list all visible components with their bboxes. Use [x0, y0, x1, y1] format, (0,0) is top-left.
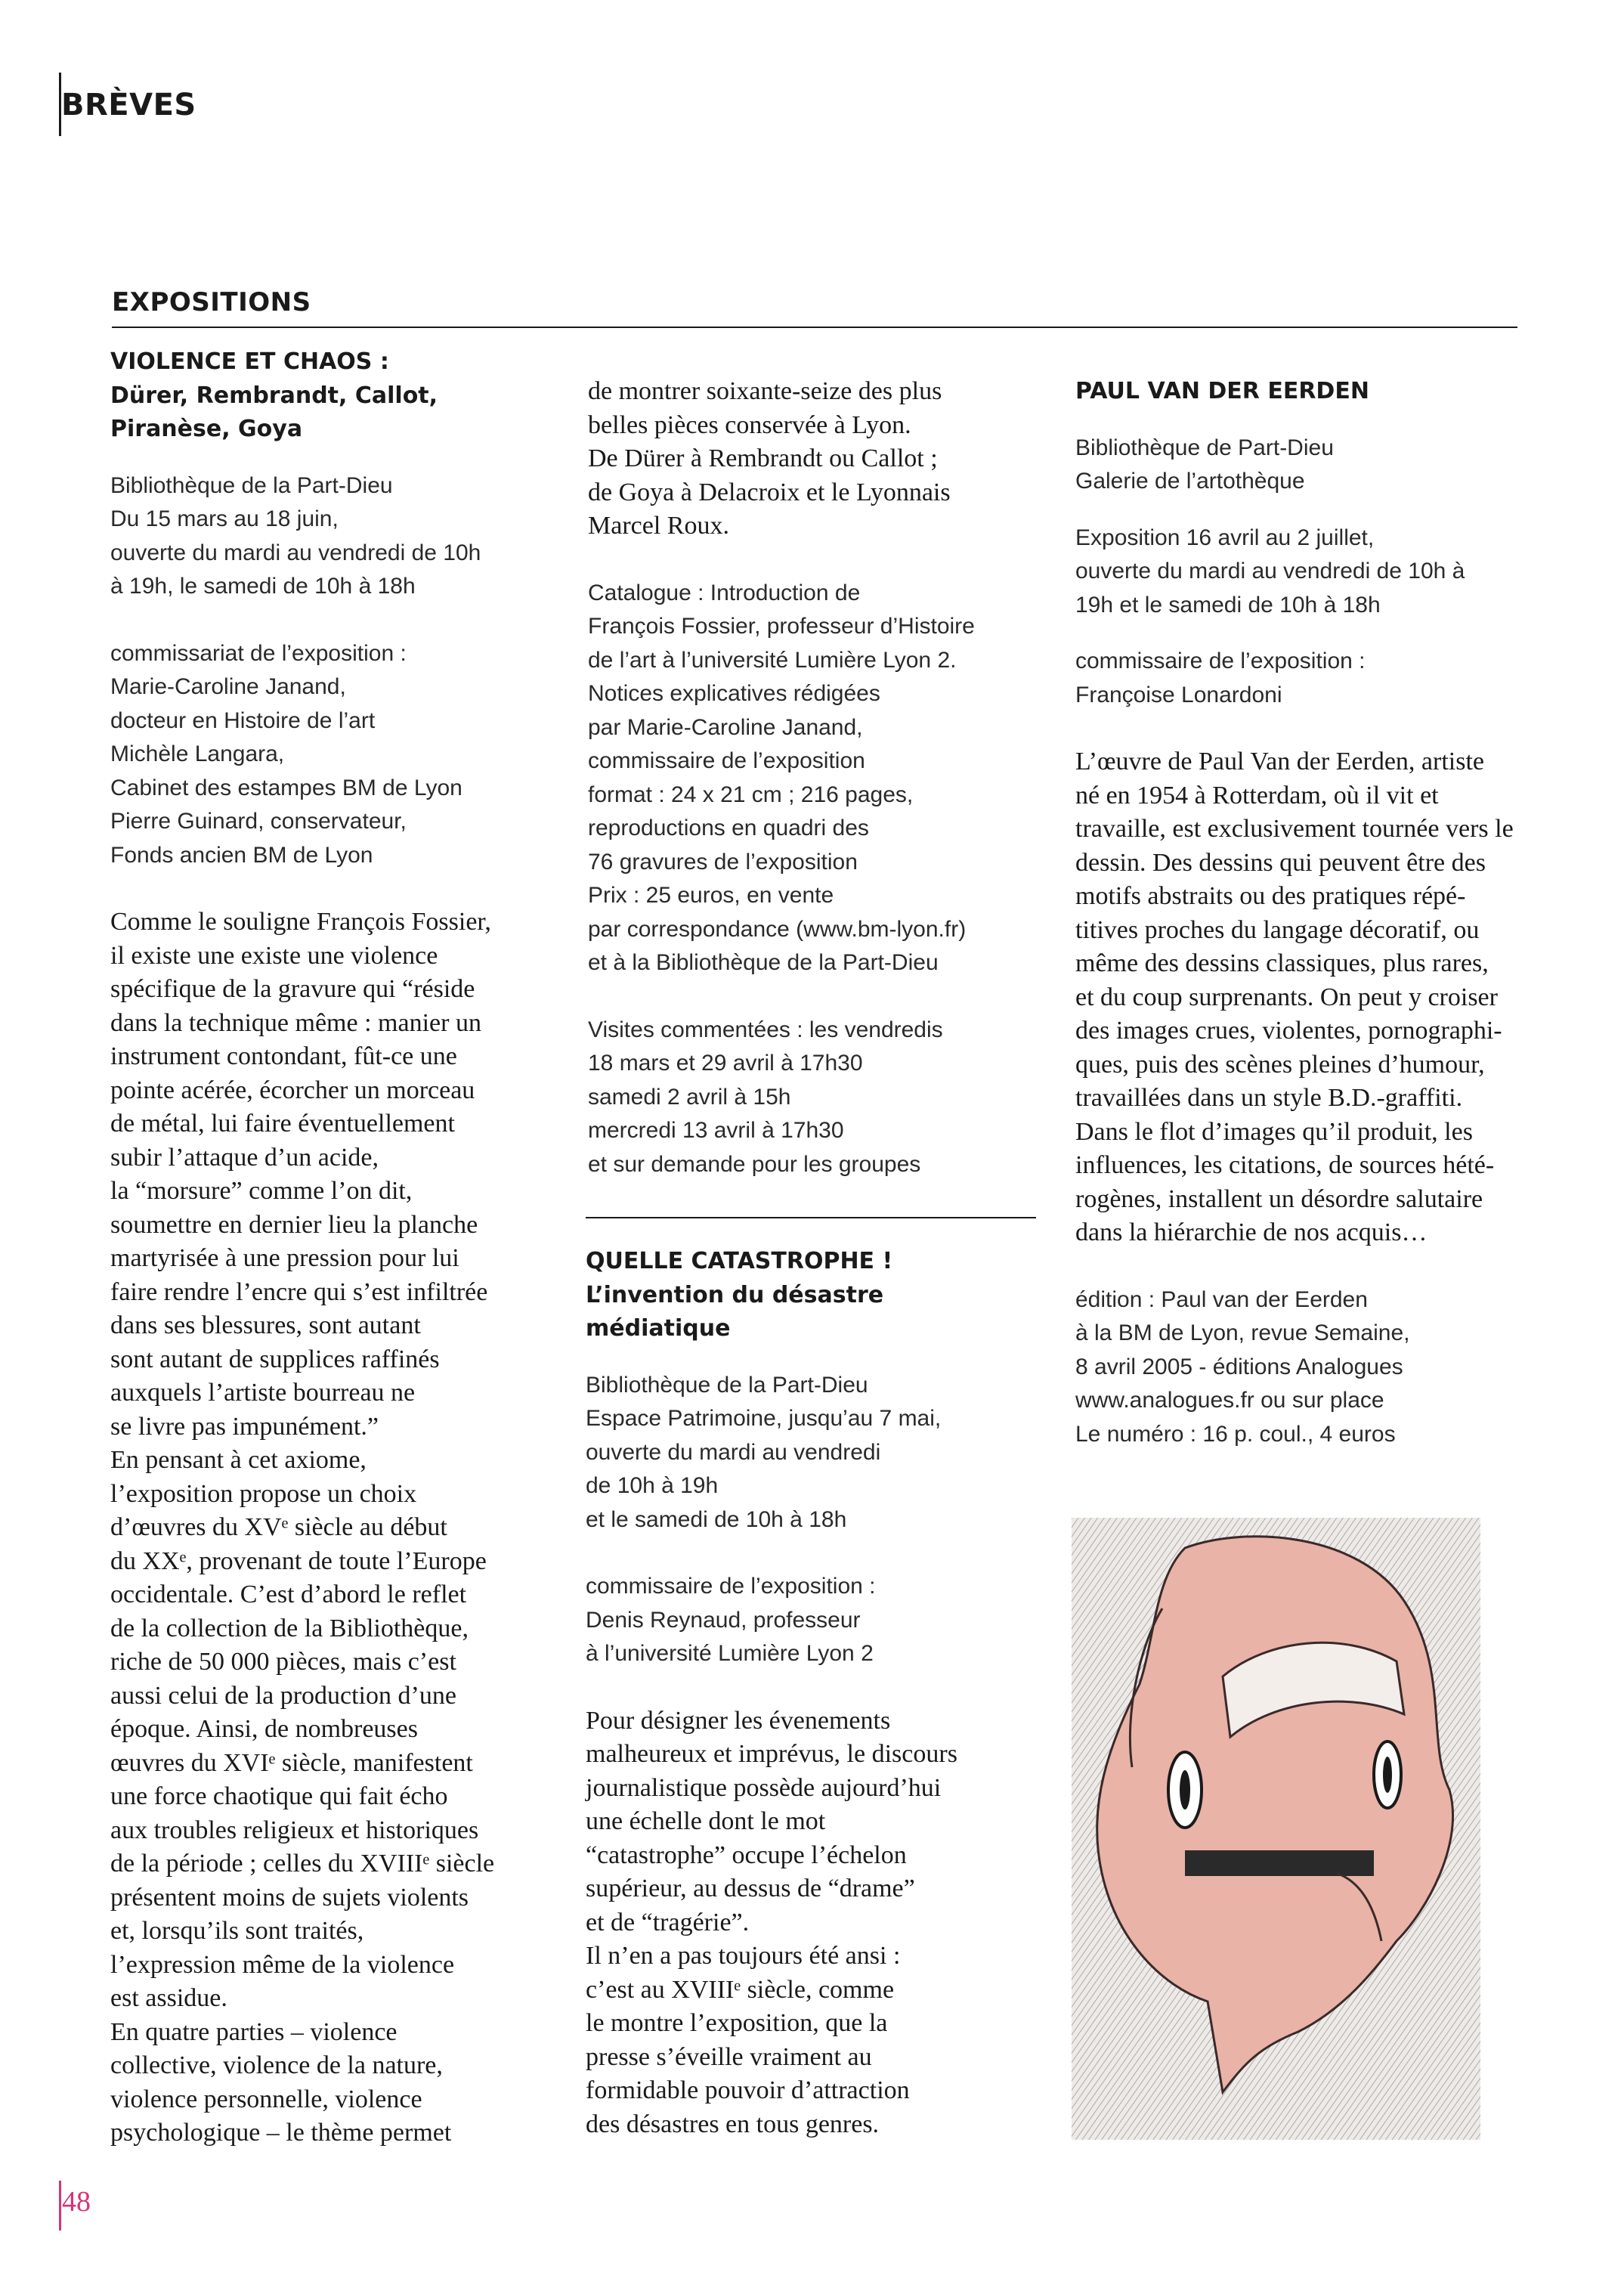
category-heading: EXPOSITIONS: [112, 287, 311, 317]
article3-curator: commissaire de l’exposition : Françoise Lonardoni: [1075, 649, 1366, 707]
article2-title: QUELLE CATASTROPHE ! L’invention du désastre médiatique: [586, 1248, 893, 1342]
article1-venue: Bibliothèque de la Part-Dieu Du 15 mars au 18 juin, ouverte du mardi au vendredi de 10h à 19h, le samedi de 10h à 18h: [110, 472, 481, 599]
article3-dates: Exposition 16 avril au 2 juillet, ouverte du mardi au vendredi de 10h à 19h et le samedi de 10h à 18h: [1075, 525, 1465, 618]
column-3: [1075, 375, 1544, 1451]
article1-body: Comme le souligne François Fossier, il existe une existe une violence spécifique de la gravure qui “réside dans la technique même : manier un instrument contondant, fût-ce une pointe acérée, écorcher un morceau de métal, lui faire éventuellement subir l’attaque d’un acide, la “morsure” comme l’on dit, soumettre en dernier lieu la planche martyrisée à une pression pour lui faire rendre l’encre qui s’est infiltrée dans ses blessures, sont autant sont autant de supplices raffinés auxquels l’artiste bourreau ne se livre pas impunément.” En pensant à cet axiome, l’exposition propose un choix d’œuvres du XVᵉ siècle au début du XXᵉ, provenant de toute l’Europe occidentale. C’est d’abord le reflet de la collection de la Bibliothèque, riche de 50 000 pièces, mais c’est aussi celui de la production d’une époque. Ainsi, de nombreuses œuvres du XVIᵉ siècle, manifestent une force chaotique qui fait écho aux troubles religieux et historiques de la période ; celles du XVIIIᵉ siècle présentent moins de sujets violents et, lorsqu’ils sont traités, l’expression même de la violence est assidue. En quatre parties – violence collective, violence de la nature, violence personnelle, violence psychologique – le thème permet: [110, 908, 495, 2147]
article2-curator: commissaire de l’exposition : Denis Reynaud, professeur à l’université Lumière Lyon 2: [586, 1574, 876, 1666]
article3-body: L’œuvre de Paul Van der Eerden, artiste né en 1954 à Rotterdam, où il vit et travaille, est exclusivement tournée vers le dessin. Des dessins qui peuvent être des motifs abstraits ou des pratiques répé- titives proches du langage décoratif, ou même des dessins classiques, plus rares, et du coup surprenants. On peut y croiser des images crues, violentes, pornographi- ques, puis des scènes pleines d’humour, travaillées dans un style B.D.-graffiti. Dans le flot d’images qu’il produit, les influences, les citations, de sources hété- rogènes, installent un désordre salutaire dans la hiérarchie de nos acquis…: [1075, 748, 1514, 1246]
article1-body-continued: de montrer soixante-seize des plus belles pièces conservée à Lyon. De Dürer à Rembrandt ou Callot ; de Goya à Delacroix et le Lyonnais Marcel Roux.: [588, 377, 951, 540]
column-1: [110, 345, 564, 2150]
column-2: [588, 375, 1056, 1181]
section-header: BRÈVES: [61, 88, 196, 122]
article2-venue: Bibliothèque de la Part-Dieu Espace Patrimoine, jusqu’au 7 mai, ouverte du mardi au vendredi de 10h à 19h et le samedi de 10h à 18h: [586, 1372, 942, 1532]
article3-edition: édition : Paul van der Eerden à la BM de Lyon, revue Semaine, 8 avril 2005 - éditions Analogues www.analogues.fr ou sur place Le numéro : 16 p. coul., 4 euros: [1075, 1286, 1410, 1447]
article3-title: PAUL VAN DER EERDEN: [1075, 378, 1369, 404]
article1-title: VIOLENCE ET CHAOS : Dürer, Rembrandt, Callot, Piranèse, Goya: [110, 348, 438, 442]
category-rule: [112, 327, 1517, 328]
folio-rule: [59, 2181, 61, 2231]
article-separator-rule: [586, 1217, 1036, 1218]
article3-venue: Bibliothèque de Part-Dieu Galerie de l’artothèque: [1075, 435, 1334, 494]
article1-visits: Visites commentées : les vendredis 18 mars et 29 avril à 17h30 samedi 2 avril à 15h mercredi 13 avril à 17h30 et sur demande pour les groupes: [588, 1017, 943, 1177]
article1-curators: commissariat de l’exposition : Marie-Caroline Janand, docteur en Histoire de l’art Michèle Langara, Cabinet des estampes BM de Lyon Pierre Guinard, conservateur, Fonds ancien BM de Lyon: [110, 640, 462, 868]
column-2-lower: [586, 1245, 1054, 2141]
article1-catalogue: Catalogue : Introduction de François Fossier, professeur d’Histoire de l’art à l’université Lumière Lyon 2. Notices explicatives rédigées par Marie-Caroline Janand, commissaire de l’exposition format : 24 x 21 cm ; 216 pages, reproductions en quadri des 76 gravures de l’exposition Prix : 25 euros, en vente par correspondance (www.bm-lyon.fr) et à la Bibliothèque de la Part-Dieu: [588, 580, 975, 975]
artwork-illustration: [1072, 1518, 1480, 2140]
article2-body: Pour désigner les évenements malheureux et imprévus, le discours journalistique possède aujourd’hui une échelle dont le mot “catastrophe” occupe l’échelon supérieur, au dessus de “drame” et de “tragérie”. Il n’en a pas toujours été ansi : c’est au XVIIIᵉ siècle, comme le montre l’exposition, que la presse s’éveille vraiment au formidable pouvoir d’attraction des désastres en tous genres.: [586, 1706, 957, 2138]
page-number: 48: [62, 2186, 91, 2218]
